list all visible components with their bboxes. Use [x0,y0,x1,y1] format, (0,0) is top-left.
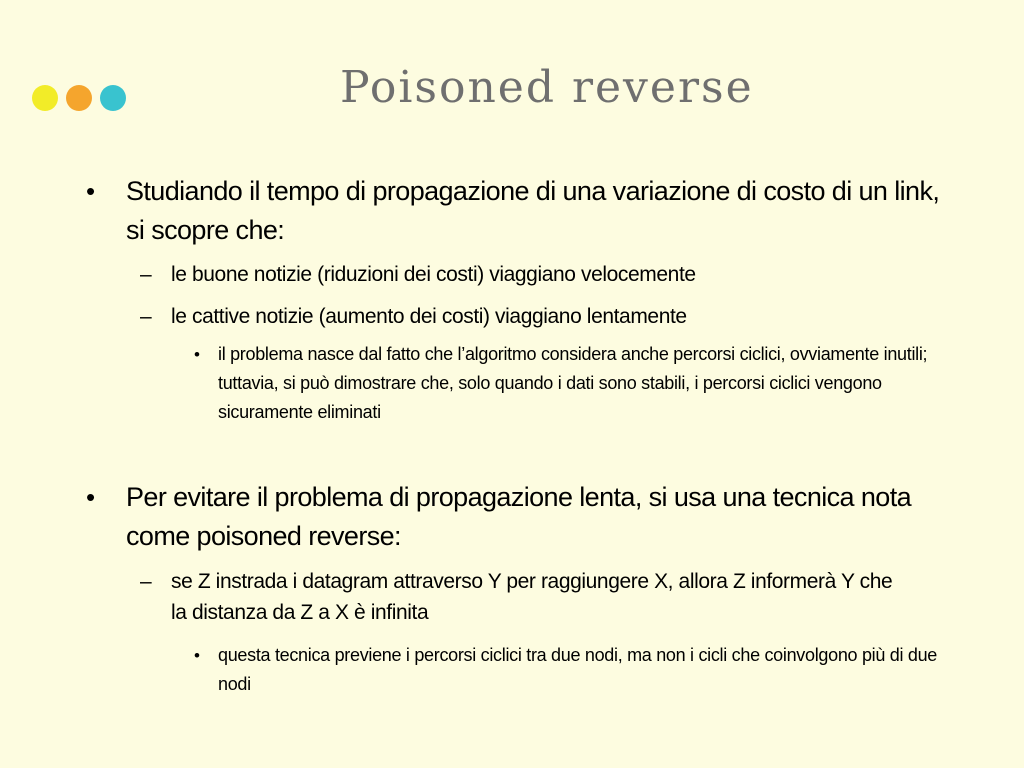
slide-title: Poisoned reverse [340,62,754,113]
bullet-text: Studiando il tempo di propagazione di una variazione di costo di un link, si scopre che: [126,176,940,245]
bullet-marker: • [194,646,200,665]
dash-marker: – [140,570,152,593]
bullet-marker: • [86,482,96,512]
bullet-text: Per evitare il problema di propagazione lenta, si usa una tecnica nota come poisoned reverse: [126,482,912,551]
bullet-marker: • [194,345,200,364]
bullet-text: il problema nasce dal fatto che l’algoritmo considera anche percorsi ciclici, ovviamente inutili; tuttavia, si può dimostrare che, solo quando i dati sono stabili, i percorsi ciclici vengono sicuramente eliminati [218,344,928,422]
dash-marker: – [140,305,152,328]
dash-marker: – [140,263,152,286]
bullet-text: le buone notizie (riduzioni dei costi) viaggiano velocemente [171,263,696,286]
bullet-text: le cattive notizie (aumento dei costi) viaggiano lentamente [171,305,687,328]
bullet-text: se Z instrada i datagram attraverso Y per raggiungere X, allora Z informerà Y che la distanza da Z a X è infinita [171,570,893,624]
bullet-marker: • [86,176,96,206]
bullet-text: questa tecnica previene i percorsi ciclici tra due nodi, ma non i cicli che coinvolgono più di due nodi [218,645,938,694]
